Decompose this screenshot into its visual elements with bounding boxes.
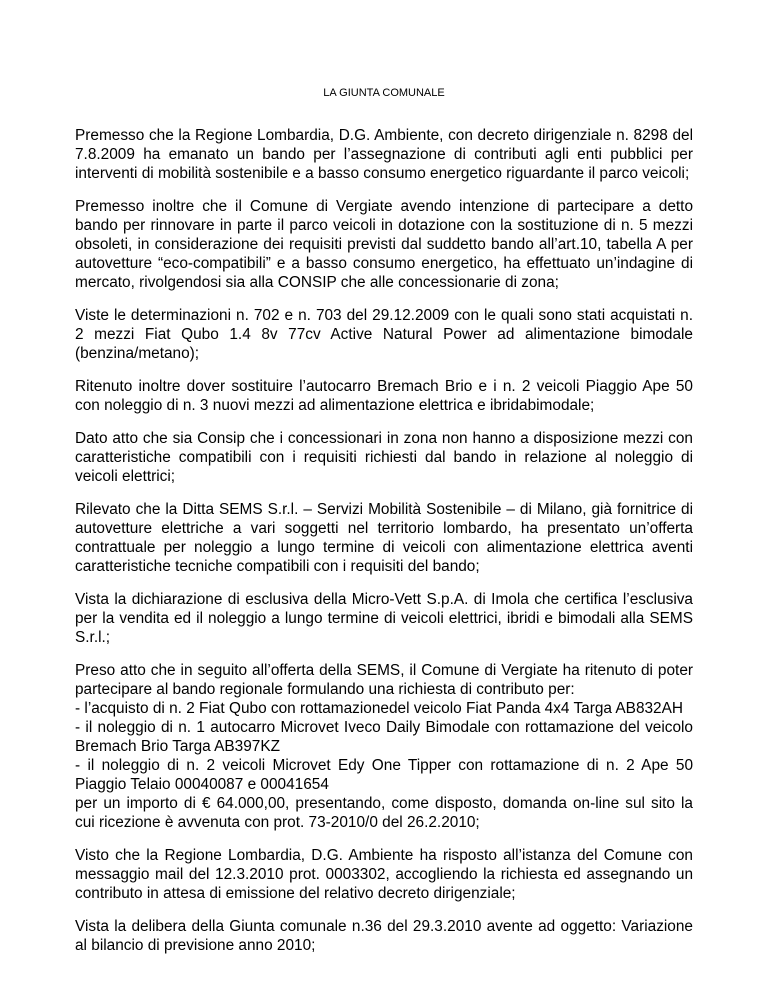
paragraph (75, 197, 693, 292)
paragraph-line: messaggio mail del 12.3.2010 prot. 0003302, accogliendo la richiesta ed assegnando un (75, 866, 693, 883)
paragraph (75, 306, 693, 363)
paragraph-line: Premesso inoltre che il Comune di Vergiate avendo intenzione di partecipare a detto (75, 198, 693, 215)
paragraph-line: interventi di mobilità sostenibile e a basso consumo energetico riguardante il parco veicoli; (75, 165, 690, 182)
paragraph-line: partecipare al bando regionale formulando una richiesta di contributo per: (75, 681, 575, 698)
paragraph-line: Vista la dichiarazione di esclusiva della Micro-Vett S.p.A. di Imola che certifica l’esclusiva (75, 591, 693, 608)
paragraph-line: Visto che la Regione Lombardia, D.G. Ambiente ha risposto all’istanza del Comune con (75, 847, 693, 864)
paragraph-line: con noleggio di n. 3 nuovi mezzi ad alimentazione elettrica e ibridabimodale; (75, 397, 595, 414)
paragraph-line: obsoleti, in considerazione dei requisiti previsti dal suddetto bando all’art.10, tabella A per (75, 236, 693, 253)
paragraph-line: Premesso che la Regione Lombardia, D.G. Ambiente, con decreto dirigenziale n. 8298 del (75, 127, 693, 144)
paragraph (75, 500, 693, 576)
paragraph-line: Ritenuto inoltre dover sostituire l’autocarro Bremach Brio e i n. 2 veicoli Piaggio Ape 50 (75, 378, 693, 395)
paragraph-line: veicoli elettrici; (75, 468, 176, 485)
paragraph-line: caratteristiche compatibili con i requisiti richiesti dal bando in relazione al noleggio di (75, 449, 693, 466)
document-heading: LA GIUNTA COMUNALE (323, 87, 445, 99)
paragraph-line: Viste le determinazioni n. 702 e n. 703 del 29.12.2009 con le quali sono stati acquistati n. (75, 307, 693, 324)
paragraph-line: Bremach Brio Targa AB397KZ (75, 738, 281, 755)
paragraph-line: contributo in attesa di emissione del relativo decreto dirigenziale; (75, 885, 516, 902)
paragraph-line: - l’acquisto di n. 2 Fiat Qubo con rottamazionedel veicolo Fiat Panda 4x4 Targa AB832AH (75, 700, 683, 717)
paragraph-line: 7.8.2009 ha emanato un bando per l’assegnazione di contributi agli enti pubblici per (75, 146, 693, 163)
paragraph-line: per un importo di € 64.000,00, presentando, come disposto, domanda on-line sul sito la (75, 795, 693, 812)
paragraph-line: al bilancio di previsione anno 2010; (75, 937, 316, 954)
paragraph-line: mercato, rivolgendosi sia alla CONSIP che alle concessionarie di zona; (75, 274, 559, 291)
paragraph (75, 126, 693, 183)
paragraph-line: Vista la delibera della Giunta comunale n.36 del 29.3.2010 avente ad oggetto: Variazione (75, 918, 693, 935)
paragraph-line: bando per rinnovare in parte il parco veicoli in dotazione con la sostituzione di n. 5 mezzi (75, 217, 693, 234)
paragraph (75, 590, 693, 647)
paragraph-line: Rilevato che la Ditta SEMS S.r.l. – Servizi Mobilità Sostenibile – di Milano, già fornitrice di (75, 501, 693, 518)
paragraph-line: contrattuale per noleggio a lungo termine di veicoli con alimentazione elettrica aventi (75, 539, 693, 556)
paragraph-line: 2 mezzi Fiat Qubo 1.4 8v 77cv Active Natural Power ad alimentazione bimodale (75, 326, 693, 343)
paragraph (75, 377, 693, 415)
paragraph (75, 846, 693, 903)
paragraph-line: Preso atto che in seguito all’offerta della SEMS, il Comune di Vergiate ha ritenuto di poter (75, 662, 693, 679)
paragraph (75, 429, 693, 486)
paragraph-line: Dato atto che sia Consip che i concessionari in zona non hanno a disposizione mezzi con (75, 430, 693, 447)
paragraph-line: S.r.l.; (75, 629, 111, 646)
paragraph-line: - il noleggio di n. 2 veicoli Microvet Edy One Tipper con rottamazione di n. 2 Ape 50 (75, 757, 693, 774)
paragraph (75, 661, 693, 832)
paragraph-line: autovetture “eco-compatibili” e a basso consumo energetico, ha effettuato un’indagine di (75, 255, 693, 272)
document-body (75, 126, 693, 955)
paragraph-line: caratteristiche tecniche compatibili con i requisiti del bando; (75, 558, 480, 575)
paragraph-line: autovetture elettriche a vari soggetti nel territorio lombardo, ha presentato un’offerta (75, 520, 693, 537)
paragraph (75, 917, 693, 955)
paragraph-line: Piaggio Telaio 00040087 e 00041654 (75, 776, 329, 793)
paragraph-line: - il noleggio di n. 1 autocarro Microvet Iveco Daily Bimodale con rottamazione del veicolo (75, 719, 693, 736)
document-page (75, 86, 693, 969)
paragraph-line: per la vendita ed il noleggio a lungo termine di veicoli elettrici, ibridi e bimodali alla SEMS (75, 610, 693, 627)
paragraph-line: cui ricezione è avvenuta con prot. 73-2010/0 del 26.2.2010; (75, 814, 480, 831)
paragraph-line: (benzina/metano); (75, 345, 200, 362)
